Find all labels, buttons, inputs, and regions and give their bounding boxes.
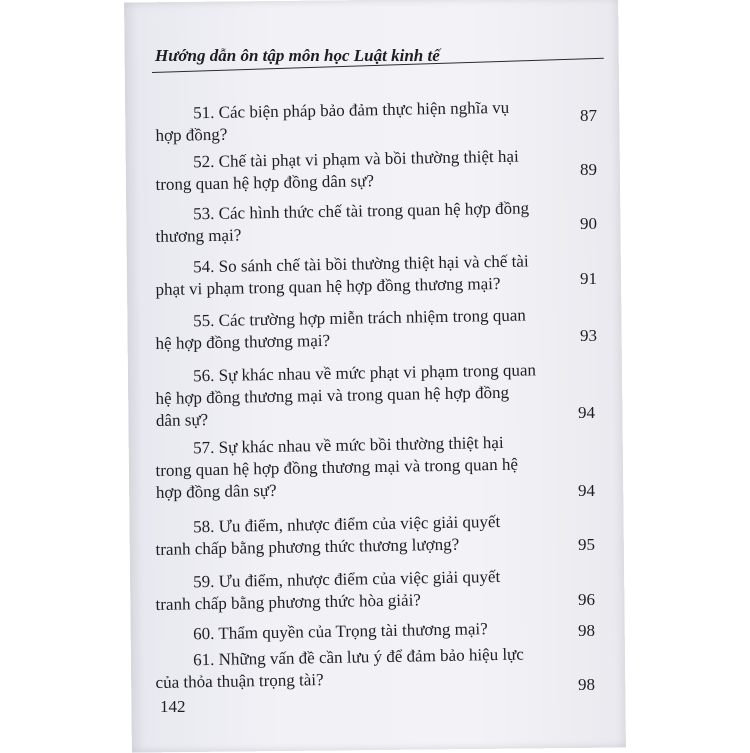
toc-entry-line: 57. Sự khác nhau về mức bồi thường thiệt hại [193, 432, 504, 458]
toc-entry-line: 61. Những vấn đề cần lưu ý để đảm bảo hiệu lực [193, 644, 525, 670]
toc-page-number: 94 [578, 403, 595, 422]
toc-entry-line: 55. Các trường hợp miễn trách nhiệm trong quan [193, 305, 526, 331]
toc-page-number: 96 [578, 590, 595, 609]
toc-entry-line: thương mại? [155, 225, 242, 246]
toc-entry-line: hệ hợp đồng thương mại? [155, 330, 331, 353]
toc-entry-54 [155, 249, 596, 301]
toc-page-number: 95 [578, 535, 595, 554]
toc-entry-59 [155, 564, 596, 616]
toc-entry-line: trong quan hệ hợp đồng dân sự? [155, 171, 375, 194]
toc-entry-56 [155, 358, 596, 432]
toc-entry-58 [155, 509, 596, 561]
toc-entry-line: 53. Các hình thức chế tài trong quan hệ hợp đồng [193, 198, 530, 224]
toc-entry-53 [155, 196, 596, 248]
toc-entry-52 [155, 144, 596, 196]
toc-entry-line: tranh chấp bằng phương thức hòa giải? [155, 590, 422, 614]
toc-page-number: 91 [580, 269, 597, 288]
toc-entry-line: 54. So sánh chế tài bồi thường thiệt hại và chế tài [193, 251, 529, 277]
toc-page-number: 90 [580, 214, 597, 233]
toc-entry-line: trong quan hệ hợp đồng thương mại và trong quan hệ [155, 454, 519, 480]
toc-entry-line: 56. Sự khác nhau về mức phạt vi phạm trong quan [193, 360, 537, 386]
toc-entry-51 [155, 95, 596, 147]
toc-entry-line: hợp đồng dân sự? [155, 480, 277, 502]
toc-entry-line: 60. Thẩm quyền của Trọng tài thương mại? [193, 619, 488, 644]
toc-page-number: 89 [580, 160, 597, 179]
toc-entry-55 [155, 303, 596, 355]
toc-entry-line: của thỏa thuận trọng tài? [155, 670, 324, 692]
toc-entry-60 [155, 616, 595, 646]
toc-entry-61 [155, 642, 596, 694]
toc-entry-line: hợp đồng? [155, 124, 228, 145]
toc-entry-57 [155, 430, 596, 504]
toc-entry-line: tranh chấp bằng phương thức thương lượng? [155, 534, 460, 559]
toc-page-number: 94 [578, 481, 595, 500]
toc-entry-line: 58. Ưu điểm, nhược điểm của việc giải quyết [193, 511, 501, 537]
toc-entry-line: 59. Ưu điểm, nhược điểm của việc giải quyết [193, 566, 501, 592]
toc-page-number: 93 [580, 326, 597, 345]
page-number: 142 [160, 697, 186, 716]
toc-entry-line: dân sự? [155, 410, 209, 430]
toc-entry-line: hệ hợp đồng thương mại và trong quan hệ hợp đồng [155, 382, 510, 408]
toc-page-number: 87 [580, 106, 597, 125]
toc-page-number: 98 [578, 621, 595, 640]
running-header: Hướng dẫn ôn tập môn học Luật kinh tế [155, 46, 440, 65]
toc-entry-line: 51. Các biện pháp bảo đảm thực hiện nghĩa vụ [193, 97, 510, 123]
toc-entry-line: 52. Chế tài phạt vi phạm và bồi thường thiệt hại [193, 146, 519, 172]
toc-entry-line: phạt vi phạm trong quan hệ hợp đồng thương mại? [155, 273, 501, 299]
toc-page-number: 98 [578, 675, 595, 694]
